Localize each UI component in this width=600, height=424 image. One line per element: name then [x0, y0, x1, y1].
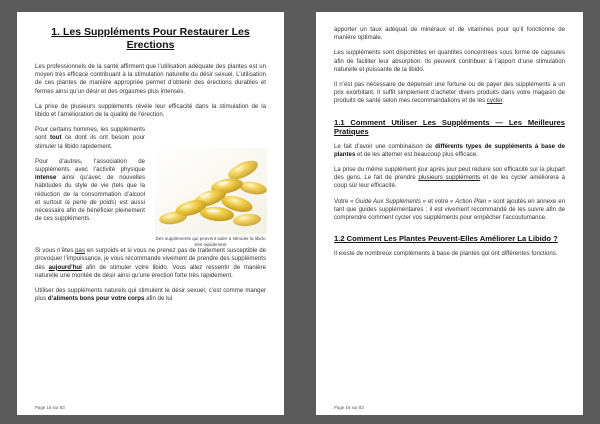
chapter-title-line-2: Erections: [126, 38, 175, 51]
section-heading-1-1: 1.1 Comment Utiliser Les Suppléments — Les Meilleures Pratiques: [334, 117, 565, 136]
chapter-title-line-1: 1. Les Suppléments Pour Restaurer Les: [51, 26, 250, 38]
left-page: [17, 12, 284, 415]
paragraph-others: Pour d’autres, l’association de suppléments avec l’activité physique intense ainsi qu’avec de nouvelles habitudes du style de vie (tels que la réduction de la consommation d’alcool et surtout la perte de poids) est aussi nécessaire afin de bénéficier pleinement de ces suppléments.: [35, 157, 145, 223]
paragraph-same-supplement: La prise du même supplément jour après jour peut réduire son efficacité sur la plupart des gens. Le fait de prendre plusieurs suppléments et de les cycler améliorera à coup sûr leur efficacité.: [334, 166, 565, 190]
plusieurs-supplements-link[interactable]: plusieurs suppléments: [418, 174, 481, 182]
paragraph-herbal: Il existe de nombreux compléments à base de plantes qui ont différentes fonctions.: [334, 250, 558, 258]
paragraph-guides: Votre « Guide Aux Suppléments » et votre « Action Plan » sont ajoutés en annexe en tant que guides supplémentaires ; il est vivement recommandé de les suivre afin de comprendre comment cycler vos suppléments pour empêcher l’accoutumance.: [334, 197, 566, 222]
paragraph-continuation: apporter un taux adéquat de minéraux et de vitamines pour qu’il fonctionne de manière optimale.: [334, 26, 565, 42]
page-footer: Page 15 sur 83: [35, 405, 65, 410]
cycler-link[interactable]: cycler: [486, 97, 503, 105]
paragraph-natural-supplements: Utiliser des suppléments naturels qui stimulent le désir sexuel, c’est comme manger plus d’aliments bons pour votre corps afin de lui: [35, 287, 266, 303]
right-page: [316, 12, 583, 415]
page-footer: Page 16 sur 83: [334, 405, 364, 410]
paragraph-combination: Le fait d’avoir une combinaison de différents types de suppléments à base de plantes et de les alterner est beaucoup plus efficace.: [334, 142, 565, 158]
paragraph-intro: Les professionnels de la santé affirment que l’utilisation adéquate des plantes est un moyen très efficace contribuant à la stimulation naturelle du désir sexuel. L’utilisation de ces plantes de manière appropriée permet d’obtenir des érections durables et fermes ainsi qu’un désir et des orgasmes plus intenses.: [35, 63, 266, 95]
text-with-image: [35, 126, 266, 247]
supplement-capsules-image: [155, 148, 267, 234]
paragraph-some-men: Pour certains hommes, les suppléments sont tout ce dont ils ont besoin pour stimuler la libido rapidement.: [35, 126, 145, 150]
section-heading-1-2: 1.2 Comment Les Plantes Peuvent-Elles Améliorer La Libido ?: [334, 234, 558, 244]
paragraph-capsules: Les suppléments sont disponibles en quantités concentrées sous forme de capsules afin de faciliter leur absorption. Ils peuvent contribuer à l’apport d’une stimulation naturelle et puissante de la libido.: [334, 49, 565, 73]
paragraph-efficacy: La prise de plusieurs suppléments révèle leur efficacité dans la stimulation de la libido et l’amélioration de la qualité de l’érection.: [35, 102, 266, 119]
chapter-title: [35, 26, 266, 51]
image-caption: Des suppléments qui peuvent aider à stimuler la libido très rapidement: [155, 236, 266, 247]
paragraph-cost: Il n’est pas nécessaire de dépenser une fortune ou de payer des suppléments à un prix exorbitant. Il suffit simplement d’acheter divers produits dans votre magasin de produits de santé selon mes recommandations et de les cycler.: [334, 81, 565, 105]
paragraph-recommendation: Si vous n’êtes pas en surpoids et si vous ne prenez pas de traitement susceptible de provoquer l’impuissance, je vous recommande vivement de prendre des suppléments dès aujourd’hui afin de stimuler votre libido. Vous allez ressentir de manière naturelle une montée de désir ainsi qu’une érection forte très rapidement.: [35, 247, 266, 279]
